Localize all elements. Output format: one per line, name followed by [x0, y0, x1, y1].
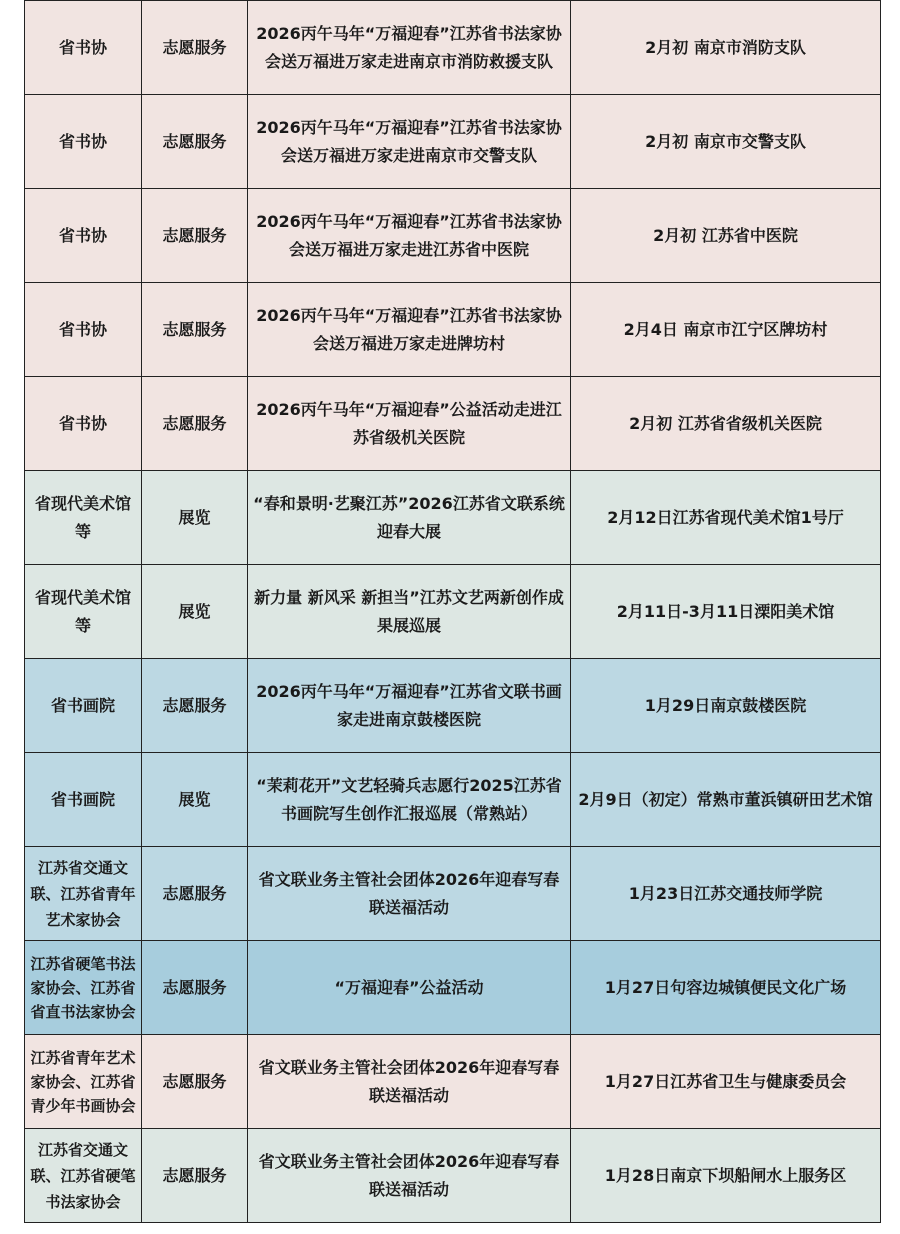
organizer-cell: 省书画院 — [25, 753, 142, 847]
activity-name-cell: 2026丙午马年“万福迎春”江苏省文联书画家走进南京鼓楼医院 — [248, 659, 571, 753]
activity-name-cell: “万福迎春”公益活动 — [248, 941, 571, 1035]
activity-type-cell: 志愿服务 — [142, 95, 248, 189]
table-row — [25, 377, 881, 471]
time-place-cell: 2月初 江苏省省级机关医院 — [571, 377, 881, 471]
activity-name-cell: 2026丙午马年“万福迎春”江苏省书法家协会送万福进万家走进南京市消防救援支队 — [248, 1, 571, 95]
table-body — [25, 1, 881, 1223]
activity-name-cell: 省文联业务主管社会团体2026年迎春写春联送福活动 — [248, 1035, 571, 1129]
activity-type-cell: 志愿服务 — [142, 189, 248, 283]
table-row — [25, 189, 881, 283]
activity-type-cell: 志愿服务 — [142, 377, 248, 471]
time-place-cell: 2月4日 南京市江宁区牌坊村 — [571, 283, 881, 377]
time-place-cell: 1月28日南京下坝船闸水上服务区 — [571, 1129, 881, 1223]
organizer-cell: 省书协 — [25, 377, 142, 471]
organizer-cell: 省现代美术馆等 — [25, 565, 142, 659]
organizer-cell: 江苏省青年艺术家协会、江苏省青少年书画协会 — [25, 1035, 142, 1129]
organizer-cell: 省书协 — [25, 1, 142, 95]
time-place-cell: 1月29日南京鼓楼医院 — [571, 659, 881, 753]
time-place-cell: 2月初 南京市交警支队 — [571, 95, 881, 189]
time-place-cell: 2月初 南京市消防支队 — [571, 1, 881, 95]
organizer-cell: 江苏省硬笔书法家协会、江苏省省直书法家协会 — [25, 941, 142, 1035]
activity-type-cell: 志愿服务 — [142, 847, 248, 941]
organizer-cell: 省书协 — [25, 189, 142, 283]
activity-type-cell: 志愿服务 — [142, 1, 248, 95]
activity-type-cell: 志愿服务 — [142, 941, 248, 1035]
table-row — [25, 659, 881, 753]
activity-name-cell: 新力量 新风采 新担当”江苏文艺两新创作成果展巡展 — [248, 565, 571, 659]
organizer-cell: 江苏省交通文联、江苏省硬笔书法家协会 — [25, 1129, 142, 1223]
table-row — [25, 1035, 881, 1129]
organizer-cell: 省现代美术馆等 — [25, 471, 142, 565]
table-row — [25, 753, 881, 847]
organizer-cell: 省书协 — [25, 95, 142, 189]
table-row — [25, 1129, 881, 1223]
activity-name-cell: 2026丙午马年“万福迎春”江苏省书法家协会送万福进万家走进牌坊村 — [248, 283, 571, 377]
activity-type-cell: 展览 — [142, 471, 248, 565]
time-place-cell: 1月23日江苏交通技师学院 — [571, 847, 881, 941]
time-place-cell: 2月12日江苏省现代美术馆1号厅 — [571, 471, 881, 565]
organizer-cell: 省书画院 — [25, 659, 142, 753]
time-place-cell: 2月11日-3月11日溧阳美术馆 — [571, 565, 881, 659]
activity-type-cell: 志愿服务 — [142, 283, 248, 377]
organizer-cell: 江苏省交通文联、江苏省青年艺术家协会 — [25, 847, 142, 941]
activity-name-cell: 2026丙午马年“万福迎春”江苏省书法家协会送万福进万家走进江苏省中医院 — [248, 189, 571, 283]
time-place-cell: 2月初 江苏省中医院 — [571, 189, 881, 283]
activity-type-cell: 展览 — [142, 753, 248, 847]
activity-name-cell: 2026丙午马年“万福迎春”公益活动走进江苏省级机关医院 — [248, 377, 571, 471]
table-row — [25, 95, 881, 189]
event-schedule-table — [24, 0, 881, 1223]
table-row — [25, 847, 881, 941]
table-row — [25, 1, 881, 95]
activity-type-cell: 志愿服务 — [142, 1035, 248, 1129]
activity-type-cell: 展览 — [142, 565, 248, 659]
table-row — [25, 565, 881, 659]
time-place-cell: 2月9日（初定）常熟市董浜镇研田艺术馆 — [571, 753, 881, 847]
activity-type-cell: 志愿服务 — [142, 1129, 248, 1223]
time-place-cell: 1月27日江苏省卫生与健康委员会 — [571, 1035, 881, 1129]
table-row — [25, 283, 881, 377]
activity-name-cell: 2026丙午马年“万福迎春”江苏省书法家协会送万福进万家走进南京市交警支队 — [248, 95, 571, 189]
activity-name-cell: 省文联业务主管社会团体2026年迎春写春联送福活动 — [248, 847, 571, 941]
activity-name-cell: “茉莉花开”文艺轻骑兵志愿行2025江苏省书画院写生创作汇报巡展（常熟站） — [248, 753, 571, 847]
activity-type-cell: 志愿服务 — [142, 659, 248, 753]
table-row — [25, 941, 881, 1035]
table-row — [25, 471, 881, 565]
activity-name-cell: “春和景明·艺聚江苏”2026江苏省文联系统迎春大展 — [248, 471, 571, 565]
time-place-cell: 1月27日句容边城镇便民文化广场 — [571, 941, 881, 1035]
activity-name-cell: 省文联业务主管社会团体2026年迎春写春联送福活动 — [248, 1129, 571, 1223]
organizer-cell: 省书协 — [25, 283, 142, 377]
